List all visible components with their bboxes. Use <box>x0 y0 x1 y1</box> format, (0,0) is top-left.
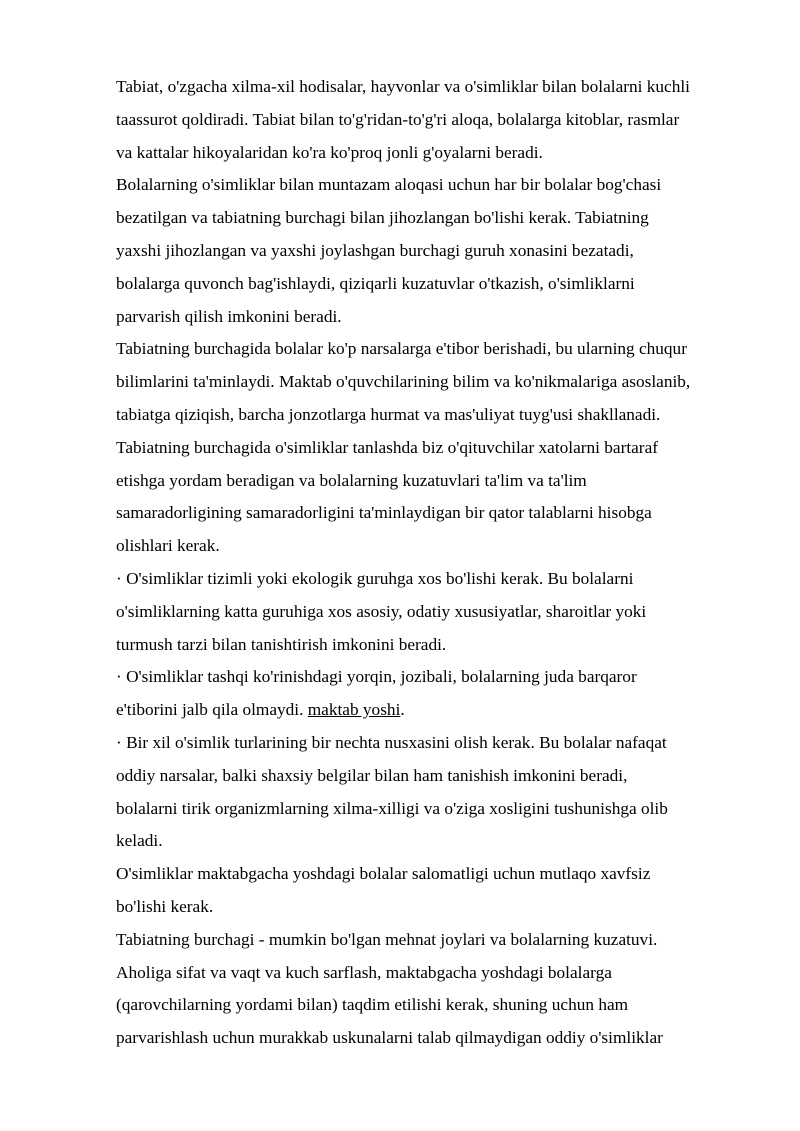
paragraph-text: · O'simliklar tashqi ko'rinishdagi yorqin, jozibali, bolalarning juda barqaror e'tiborini jalb qila olmaydi. <box>116 667 637 720</box>
paragraph-with-link <box>116 661 756 727</box>
paragraph: O'simliklar maktabgacha yoshdagi bolalar salomatligi uchun mutlaqo xavfsiz bo'lishi kerak. <box>116 864 651 916</box>
paragraph: Tabiat, o'zgacha xilma-xil hodisalar, hayvonlar va o'simliklar bilan bolalarni kuchli taassurot qoldiradi. Tabiat bilan to'g'ridan-to'g'ri aloqa, bolalarga kitoblar, rasmlar va kattalar hikoyalaridan ko'ra ko'proq jonli g'oyalarni beradi. <box>116 77 690 162</box>
maktab-yoshi-link[interactable]: maktab yoshi <box>307 700 401 720</box>
paragraph-period: . <box>400 700 405 720</box>
paragraph: · Bir xil o'simlik turlarining bir nechta nusxasini olish kerak. Bu bolalar nafaqat oddiy narsalar, balki shaxsiy belgilar bilan ham tanishish imkonini beradi, bolalarni tirik organizmlarning xilma-xilligi va o'ziga xosligini tushunishga olib keladi. <box>116 732 668 851</box>
paragraph: Bolalarning o'simliklar bilan muntazam aloqasi uchun har bir bolalar bog'chasi bezatilgan va tabiatning burchagi bilan jihozlangan bo'lishi kerak. Tabiatning yaxshi jihozlangan va yaxshi joylashgan burchagi guruh xonasini bezatadi, bolalarga quvonch bag'ishlaydi, qiziqarli kuzatuvlar o'tkazish, o'simliklarni parvarish qilish imkonini beradi. <box>116 175 662 326</box>
paragraph: Tabiatning burchagi - mumkin bo'lgan mehnat joylari va bolalarning kuzatuvi. Aholiga sifat va vaqt va kuch sarflash, maktabgacha yoshdagi bolalarga (qarovchilarning yordami bilan) taqdim etilishi kerak, shuning uchun ham parvarishlash uchun murakkab uskunalarni talab qilmaydigan oddiy o'simliklar <box>116 929 663 1048</box>
paragraph: Tabiatning burchagida o'simliklar tanlashda biz o'qituvchilar xatolarni bartaraf etishga yordam beradigan va bolalarning kuzatuvlari ta'lim va ta'lim samaradorligining samaradorligini ta'minlaydigan bir qator talablarni hisobga olishlari kerak. <box>116 437 658 556</box>
document-body <box>116 71 756 1055</box>
paragraph: · O'simliklar tizimli yoki ekologik guruhga xos bo'lishi kerak. Bu bolalarni o'simliklarning katta guruhiga xos asosiy, odatiy xususiyatlar, sharoitlar yoki turmush tarzi bilan tanishtirish imkonini beradi. <box>116 568 647 654</box>
paragraph: Tabiatning burchagida bolalar ko'p narsalarga e'tibor berishadi, bu ularning chuqur bilimlarini ta'minlaydi. Maktab o'quvchilarining bilim va ko'nikmalariga asoslanib, tabiatga qiziqish, barcha jonzotlarga hurmat va mas'uliyat tuyg'usi shakllanadi. <box>116 339 691 424</box>
